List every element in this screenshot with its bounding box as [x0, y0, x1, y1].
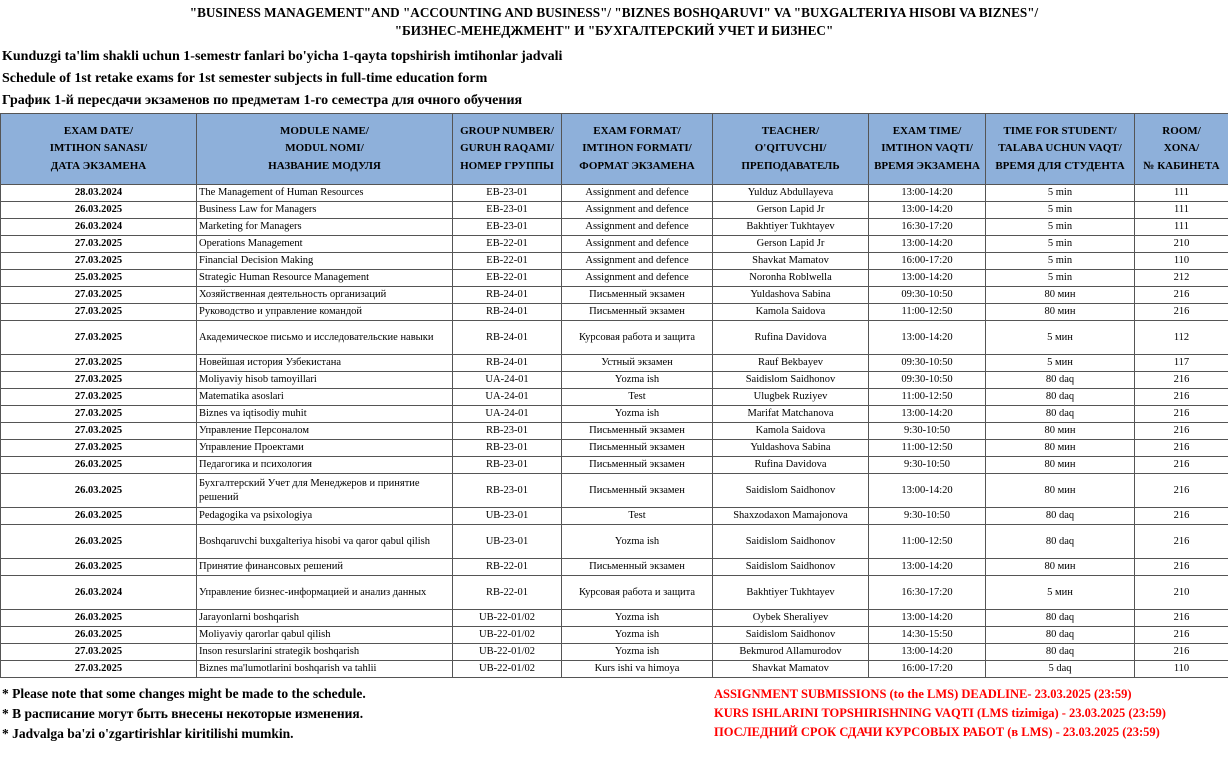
cell-exam-time: 09:30-10:50 [869, 372, 986, 389]
cell-group-number: RB-23-01 [453, 423, 562, 440]
cell-module-name: Business Law for Managers [197, 202, 453, 219]
cell-room: 111 [1135, 202, 1228, 219]
cell-group-number: RB-23-01 [453, 474, 562, 508]
cell-group-number: EB-22-01 [453, 253, 562, 270]
cell-room: 210 [1135, 236, 1228, 253]
cell-time-for-student: 80 daq [986, 406, 1135, 423]
cell-exam-format: Assignment and defence [562, 202, 713, 219]
cell-module-name: Хозяйственная деятельность организаций [197, 287, 453, 304]
cell-exam-date: 25.03.2025 [1, 270, 197, 287]
subtitle-uz: Kunduzgi ta'lim shakli uchun 1-semestr fanlari bo'yicha 1-qayta topshirish imtihonlar jadvali [2, 49, 563, 64]
table-row [1, 219, 1228, 236]
cell-exam-date: 27.03.2025 [1, 372, 197, 389]
cell-exam-format: Kurs ishi va himoya [562, 661, 713, 678]
cell-teacher: Saidislom Saidhonov [713, 474, 869, 508]
cell-module-name: Inson resurslarini strategik boshqarish [197, 644, 453, 661]
cell-group-number: EB-23-01 [453, 185, 562, 202]
subtitle-ru: График 1-й пересдачи экзаменов по предметам 1-го семестра для очного обучения [2, 93, 523, 108]
deadline-ru: ПОСЛЕДНИЙ СРОК СДАЧИ КУРСОВЫХ РАБОТ (в LMS) - 23.03.2025 (23:59) [714, 725, 1160, 740]
cell-exam-format: Письменный экзамен [562, 559, 713, 576]
cell-teacher: Kamola Saidova [713, 423, 869, 440]
table-row [1, 644, 1228, 661]
cell-room: 216 [1135, 525, 1228, 559]
cell-group-number: EB-23-01 [453, 219, 562, 236]
cell-module-name: Управление Персоналом [197, 423, 453, 440]
cell-exam-format: Assignment and defence [562, 253, 713, 270]
cell-time-for-student: 5 мин [986, 576, 1135, 610]
cell-exam-date: 27.03.2025 [1, 389, 197, 406]
cell-exam-time: 11:00-12:50 [869, 389, 986, 406]
cell-teacher: Marifat Matchanova [713, 406, 869, 423]
cell-module-name: Biznes ma'lumotlarini boshqarish va tahlii [197, 661, 453, 678]
cell-room: 216 [1135, 559, 1228, 576]
header-group-number: GROUP NUMBER/ GURUH RAQAMI/ НОМЕР ГРУППЫ [453, 114, 562, 185]
cell-exam-time: 13:00-14:20 [869, 474, 986, 508]
cell-time-for-student: 5 min [986, 185, 1135, 202]
cell-group-number: UB-22-01/02 [453, 610, 562, 627]
cell-room: 216 [1135, 644, 1228, 661]
deadline-uz: KURS ISHLARINI TOPSHIRISHNING VAQTI (LMS tizimiga) - 23.03.2025 (23:59) [714, 706, 1166, 721]
cell-exam-format: Курсовая работа и защита [562, 576, 713, 610]
cell-exam-date: 26.03.2025 [1, 508, 197, 525]
cell-module-name: Принятие финансовых решений [197, 559, 453, 576]
cell-exam-date: 26.03.2025 [1, 559, 197, 576]
cell-room: 216 [1135, 508, 1228, 525]
cell-time-for-student: 80 мин [986, 440, 1135, 457]
header-exam-time: EXAM TIME/ IMTIHON VAQTI/ ВРЕМЯ ЭКЗАМЕНА [869, 114, 986, 185]
cell-exam-date: 26.03.2025 [1, 457, 197, 474]
cell-module-name: Moliyaviy hisob tamoyillari [197, 372, 453, 389]
cell-room: 210 [1135, 576, 1228, 610]
cell-exam-time: 16:30-17:20 [869, 576, 986, 610]
table-row [1, 270, 1228, 287]
cell-module-name: Marketing for Managers [197, 219, 453, 236]
cell-teacher: Rufina Davidova [713, 321, 869, 355]
cell-teacher: Kamola Saidova [713, 304, 869, 321]
header-teacher: TEACHER/ O'QITUVCHI/ ПРЕПОДАВАТЕЛЬ [713, 114, 869, 185]
cell-teacher: Shavkat Mamatov [713, 253, 869, 270]
cell-group-number: RB-22-01 [453, 559, 562, 576]
header-exam-date: EXAM DATE/ IMTIHON SANASI/ ДАТА ЭКЗАМЕНА [1, 114, 197, 185]
cell-exam-time: 13:00-14:20 [869, 236, 986, 253]
subtitle-en: Schedule of 1st retake exams for 1st semester subjects in full-time education form [2, 71, 488, 86]
cell-module-name: Pedagogika va psixologiya [197, 508, 453, 525]
cell-time-for-student: 5 min [986, 236, 1135, 253]
cell-exam-date: 26.03.2025 [1, 202, 197, 219]
cell-room: 216 [1135, 627, 1228, 644]
note-en: * Please note that some changes might be made to the schedule. [2, 686, 366, 701]
cell-exam-format: Письменный экзамен [562, 287, 713, 304]
cell-room: 212 [1135, 270, 1228, 287]
table-row [1, 253, 1228, 270]
header-time-for-student: TIME FOR STUDENT/ TALABA UCHUN VAQT/ ВРЕМЯ ДЛЯ СТУДЕНТА [986, 114, 1135, 185]
document-header [0, 0, 1228, 40]
cell-teacher: Oybek Sheraliyev [713, 610, 869, 627]
cell-exam-format: Test [562, 508, 713, 525]
cell-teacher: Gerson Lapid Jr [713, 202, 869, 219]
note-uz: * Jadvalga ba'zi o'zgartirishlar kiritilishi mumkin. [2, 726, 294, 741]
cell-teacher: Yuldashova Sabina [713, 440, 869, 457]
cell-exam-format: Письменный экзамен [562, 304, 713, 321]
cell-group-number: RB-24-01 [453, 287, 562, 304]
note-ru: * В расписание могут быть внесены некоторые изменения. [2, 706, 364, 721]
cell-time-for-student: 5 min [986, 202, 1135, 219]
table-row [1, 610, 1228, 627]
cell-module-name: Управление Проектами [197, 440, 453, 457]
cell-exam-date: 27.03.2025 [1, 406, 197, 423]
cell-teacher: Saidislom Saidhonov [713, 627, 869, 644]
table-row [1, 202, 1228, 219]
table-header-row [1, 114, 1228, 185]
cell-exam-date: 26.03.2025 [1, 474, 197, 508]
cell-exam-date: 26.03.2025 [1, 627, 197, 644]
table-row [1, 389, 1228, 406]
cell-exam-date: 26.03.2024 [1, 576, 197, 610]
cell-exam-format: Assignment and defence [562, 236, 713, 253]
cell-room: 216 [1135, 457, 1228, 474]
cell-group-number: UA-24-01 [453, 372, 562, 389]
cell-teacher: Noronha Roblwella [713, 270, 869, 287]
header-room: ROOM/ XONA/ № КАБИНЕТА [1135, 114, 1228, 185]
cell-exam-format: Письменный экзамен [562, 457, 713, 474]
cell-group-number: RB-24-01 [453, 321, 562, 355]
cell-exam-time: 09:30-10:50 [869, 355, 986, 372]
cell-room: 110 [1135, 253, 1228, 270]
cell-exam-time: 13:00-14:20 [869, 321, 986, 355]
cell-module-name: Академическое письмо и исследовательские навыки [197, 321, 453, 355]
cell-exam-time: 11:00-12:50 [869, 440, 986, 457]
cell-exam-date: 26.03.2025 [1, 525, 197, 559]
cell-time-for-student: 80 мин [986, 287, 1135, 304]
cell-group-number: EB-22-01 [453, 270, 562, 287]
cell-group-number: RB-24-01 [453, 304, 562, 321]
cell-exam-time: 14:30-15:50 [869, 627, 986, 644]
header-module-name: MODULE NAME/ MODUL NOMI/ НАЗВАНИЕ МОДУЛЯ [197, 114, 453, 185]
cell-group-number: RB-23-01 [453, 440, 562, 457]
cell-teacher: Bakhtiyer Tukhtayev [713, 576, 869, 610]
table-row [1, 508, 1228, 525]
cell-exam-date: 27.03.2025 [1, 236, 197, 253]
cell-exam-time: 9:30-10:50 [869, 457, 986, 474]
cell-module-name: Boshqaruvchi buxgalteriya hisobi va qaror qabul qilish [197, 525, 453, 559]
cell-exam-date: 27.03.2025 [1, 304, 197, 321]
cell-exam-date: 27.03.2025 [1, 440, 197, 457]
cell-exam-time: 16:00-17:20 [869, 661, 986, 678]
cell-exam-format: Yozma ish [562, 627, 713, 644]
cell-time-for-student: 80 мин [986, 304, 1135, 321]
cell-teacher: Ulugbek Ruziyev [713, 389, 869, 406]
exam-schedule-table [0, 113, 1228, 678]
cell-exam-format: Yozma ish [562, 406, 713, 423]
cell-time-for-student: 5 min [986, 253, 1135, 270]
cell-group-number: RB-24-01 [453, 355, 562, 372]
table-row [1, 440, 1228, 457]
submission-deadlines [714, 685, 1166, 743]
table-row [1, 474, 1228, 508]
table-row [1, 236, 1228, 253]
cell-room: 216 [1135, 372, 1228, 389]
cell-room: 110 [1135, 661, 1228, 678]
table-row [1, 423, 1228, 440]
cell-group-number: RB-22-01 [453, 576, 562, 610]
cell-teacher: Bekmurod Allamurodov [713, 644, 869, 661]
table-row [1, 576, 1228, 610]
cell-time-for-student: 80 daq [986, 627, 1135, 644]
cell-exam-format: Письменный экзамен [562, 474, 713, 508]
cell-exam-time: 16:30-17:20 [869, 219, 986, 236]
cell-room: 216 [1135, 440, 1228, 457]
cell-exam-format: Курсовая работа и защита [562, 321, 713, 355]
cell-room: 216 [1135, 389, 1228, 406]
cell-exam-format: Assignment and defence [562, 219, 713, 236]
cell-room: 216 [1135, 423, 1228, 440]
cell-time-for-student: 80 мин [986, 559, 1135, 576]
table-row [1, 321, 1228, 355]
cell-group-number: UB-22-01/02 [453, 661, 562, 678]
cell-exam-format: Устный экзамен [562, 355, 713, 372]
program-title-line1: "BUSINESS MANAGEMENT"AND "ACCOUNTING AND BUSINESS"/ "BIZNES BOSHQARUVI" VA "BUXGALTERIYA HISOBI VA BIZNES"/ [189, 5, 1039, 20]
cell-exam-time: 13:00-14:20 [869, 202, 986, 219]
table-row [1, 525, 1228, 559]
cell-module-name: Matematika asoslari [197, 389, 453, 406]
cell-exam-time: 13:00-14:20 [869, 610, 986, 627]
cell-module-name: Operations Management [197, 236, 453, 253]
cell-exam-time: 13:00-14:20 [869, 559, 986, 576]
cell-module-name: Бухгалтерский Учет для Менеджеров и принятие решений [197, 474, 453, 508]
cell-time-for-student: 5 daq [986, 661, 1135, 678]
schedule-titles [0, 46, 1228, 112]
program-title-line2: "БИЗНЕС-МЕНЕДЖМЕНТ" И "БУХГАЛТЕРСКИЙ УЧЕТ И БИЗНЕС" [394, 23, 834, 38]
cell-module-name: Jarayonlarni boshqarish [197, 610, 453, 627]
table-row [1, 287, 1228, 304]
cell-room: 216 [1135, 406, 1228, 423]
schedule-notes [2, 684, 366, 744]
cell-teacher: Yulduz Abdullayeva [713, 185, 869, 202]
cell-time-for-student: 80 daq [986, 610, 1135, 627]
table-row [1, 355, 1228, 372]
cell-room: 111 [1135, 219, 1228, 236]
cell-exam-date: 28.03.2024 [1, 185, 197, 202]
cell-time-for-student: 80 мин [986, 423, 1135, 440]
cell-time-for-student: 5 мин [986, 355, 1135, 372]
cell-group-number: UA-24-01 [453, 389, 562, 406]
cell-time-for-student: 5 мин [986, 321, 1135, 355]
deadline-en: ASSIGNMENT SUBMISSIONS (to the LMS) DEADLINE- 23.03.2025 (23:59) [714, 687, 1132, 701]
cell-group-number: UB-23-01 [453, 525, 562, 559]
cell-module-name: Руководство и управление командой [197, 304, 453, 321]
cell-group-number: UB-22-01/02 [453, 627, 562, 644]
cell-teacher: Saidislom Saidhonov [713, 525, 869, 559]
cell-teacher: Rauf Bekbayev [713, 355, 869, 372]
cell-time-for-student: 80 мин [986, 457, 1135, 474]
cell-teacher: Shaxzodaxon Mamajonova [713, 508, 869, 525]
cell-exam-format: Yozma ish [562, 610, 713, 627]
cell-group-number: UB-22-01/02 [453, 644, 562, 661]
cell-exam-format: Test [562, 389, 713, 406]
cell-room: 112 [1135, 321, 1228, 355]
cell-exam-time: 09:30-10:50 [869, 287, 986, 304]
cell-exam-format: Yozma ish [562, 372, 713, 389]
cell-exam-time: 11:00-12:50 [869, 304, 986, 321]
cell-room: 117 [1135, 355, 1228, 372]
table-row [1, 661, 1228, 678]
table-row [1, 457, 1228, 474]
cell-exam-date: 27.03.2025 [1, 355, 197, 372]
cell-teacher: Yuldashova Sabina [713, 287, 869, 304]
cell-time-for-student: 80 daq [986, 389, 1135, 406]
cell-time-for-student: 80 daq [986, 508, 1135, 525]
table-row [1, 559, 1228, 576]
cell-time-for-student: 5 min [986, 219, 1135, 236]
cell-time-for-student: 5 min [986, 270, 1135, 287]
cell-module-name: The Management of Human Resources [197, 185, 453, 202]
cell-group-number: EB-22-01 [453, 236, 562, 253]
cell-module-name: Педагогика и психология [197, 457, 453, 474]
cell-time-for-student: 80 daq [986, 372, 1135, 389]
cell-exam-format: Assignment and defence [562, 185, 713, 202]
cell-exam-date: 27.03.2025 [1, 321, 197, 355]
cell-module-name: Новейшая история Узбекистана [197, 355, 453, 372]
cell-exam-date: 27.03.2025 [1, 423, 197, 440]
cell-exam-format: Yozma ish [562, 525, 713, 559]
cell-room: 216 [1135, 287, 1228, 304]
cell-teacher: Saidislom Saidhonov [713, 559, 869, 576]
cell-teacher: Rufina Davidova [713, 457, 869, 474]
cell-room: 216 [1135, 304, 1228, 321]
cell-exam-time: 13:00-14:20 [869, 185, 986, 202]
table-row [1, 372, 1228, 389]
cell-room: 111 [1135, 185, 1228, 202]
cell-teacher: Shavkat Mamatov [713, 661, 869, 678]
cell-room: 216 [1135, 474, 1228, 508]
cell-module-name: Moliyaviy qarorlar qabul qilish [197, 627, 453, 644]
cell-exam-format: Письменный экзамен [562, 423, 713, 440]
cell-group-number: UB-23-01 [453, 508, 562, 525]
cell-exam-format: Письменный экзамен [562, 440, 713, 457]
table-row [1, 406, 1228, 423]
cell-module-name: Управление бизнес-информацией и анализ данных [197, 576, 453, 610]
cell-exam-time: 9:30-10:50 [869, 423, 986, 440]
cell-exam-time: 13:00-14:20 [869, 406, 986, 423]
cell-exam-date: 26.03.2025 [1, 610, 197, 627]
cell-time-for-student: 80 daq [986, 644, 1135, 661]
table-body [1, 185, 1228, 678]
cell-exam-time: 13:00-14:20 [869, 644, 986, 661]
cell-module-name: Financial Decision Making [197, 253, 453, 270]
header-exam-format: EXAM FORMAT/ IMTIHON FORMATI/ ФОРМАТ ЭКЗАМЕНА [562, 114, 713, 185]
cell-group-number: UA-24-01 [453, 406, 562, 423]
cell-room: 216 [1135, 610, 1228, 627]
cell-exam-date: 26.03.2024 [1, 219, 197, 236]
cell-exam-date: 27.03.2025 [1, 253, 197, 270]
table-row [1, 627, 1228, 644]
cell-exam-format: Assignment and defence [562, 270, 713, 287]
table-row [1, 304, 1228, 321]
cell-teacher: Gerson Lapid Jr [713, 236, 869, 253]
cell-exam-format: Yozma ish [562, 644, 713, 661]
cell-time-for-student: 80 мин [986, 474, 1135, 508]
cell-exam-time: 13:00-14:20 [869, 270, 986, 287]
cell-module-name: Biznes va iqtisodiy muhit [197, 406, 453, 423]
cell-module-name: Strategic Human Resource Management [197, 270, 453, 287]
cell-exam-date: 27.03.2025 [1, 661, 197, 678]
cell-group-number: RB-23-01 [453, 457, 562, 474]
cell-exam-time: 9:30-10:50 [869, 508, 986, 525]
cell-time-for-student: 80 daq [986, 525, 1135, 559]
cell-teacher: Saidislom Saidhonov [713, 372, 869, 389]
cell-exam-date: 27.03.2025 [1, 287, 197, 304]
cell-exam-time: 11:00-12:50 [869, 525, 986, 559]
table-row [1, 185, 1228, 202]
cell-teacher: Bakhtiyer Tukhtayev [713, 219, 869, 236]
cell-exam-time: 16:00-17:20 [869, 253, 986, 270]
cell-group-number: EB-23-01 [453, 202, 562, 219]
cell-exam-date: 27.03.2025 [1, 644, 197, 661]
